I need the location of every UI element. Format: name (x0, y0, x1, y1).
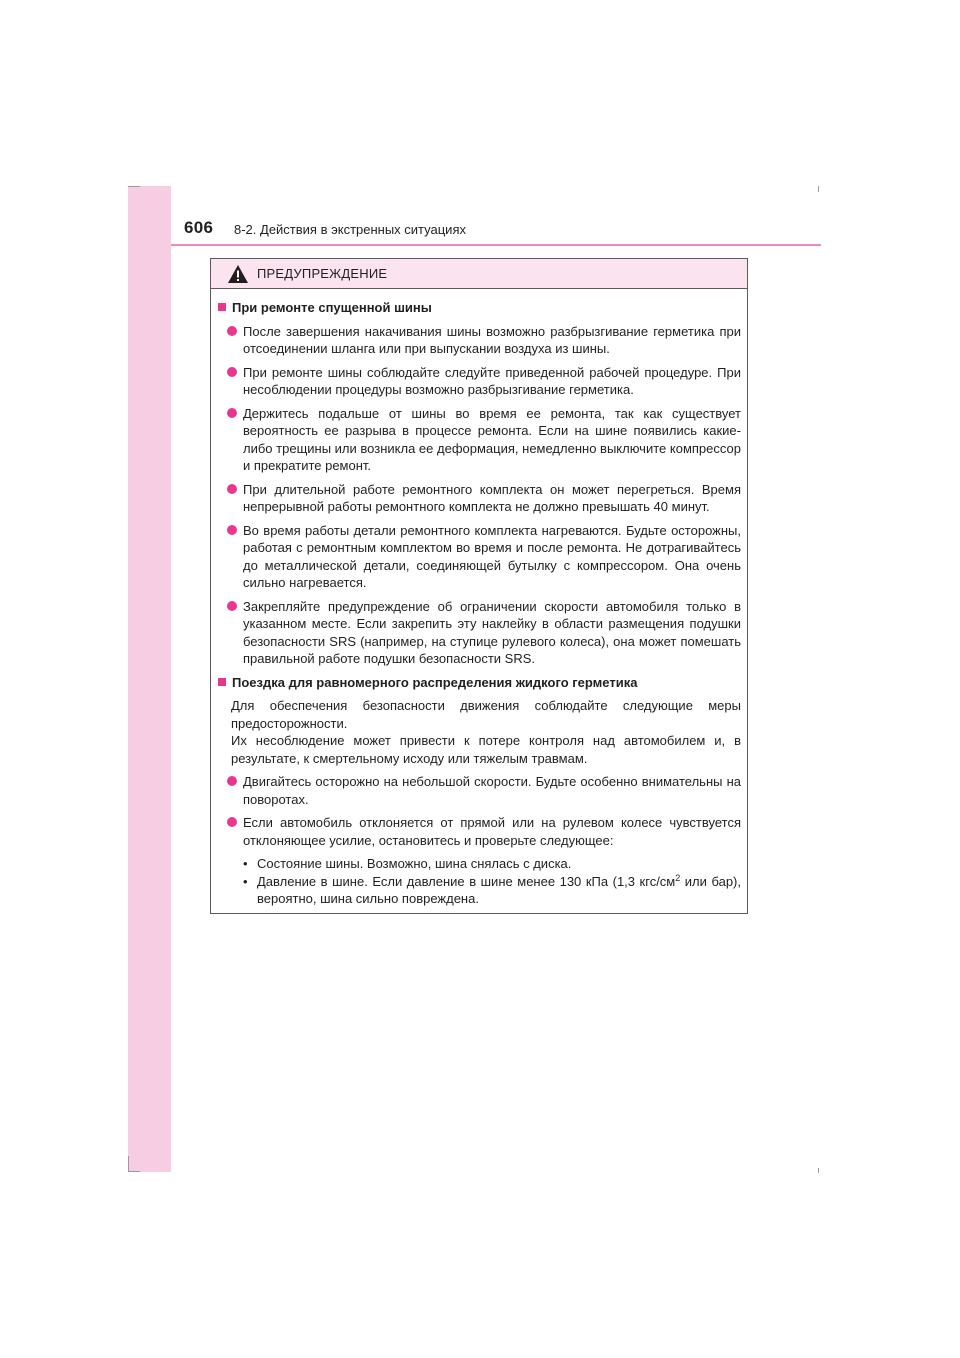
warning-triangle-icon (227, 264, 249, 284)
circle-bullet-icon (227, 408, 237, 418)
circle-bullet-icon (227, 326, 237, 336)
section-title: 8-2. Действия в экстренных ситуациях (234, 222, 466, 237)
section-heading: При ремонте спущенной шины (217, 299, 741, 317)
list-item: После завершения накачивания шины возможно разбрызгивание герметика при отсоединении шланга или при выпускании воздуха из шины. (217, 323, 741, 358)
page-number: 606 (184, 218, 214, 237)
paragraph: Их несоблюдение может привести к потере контроля над автомобилем и, в результате, к смертельному исходу или тяжелым травмам. (231, 733, 741, 766)
square-bullet-icon (218, 303, 226, 311)
crop-mark (128, 186, 140, 187)
crop-mark (128, 1171, 140, 1172)
sub-list-item (217, 873, 741, 908)
warning-body (211, 289, 747, 908)
paragraph: Для обеспечения безопасности движения соблюдайте следующие меры предосторожности. (231, 698, 741, 731)
header-rule (171, 244, 821, 246)
list-item: Держитесь подальше от шины во время ее ремонта, так как существует вероятность ее разрыва в процессе ремонта. Если на шине появились какие-либо трещины или возникла ее деформация, немедленно выключите компрессор и прекратите ремонт. (217, 405, 741, 475)
warning-header (211, 259, 747, 289)
section-heading: Поездка для равномерного распределения жидкого герметика (217, 674, 741, 692)
list-item: Если автомобиль отклоняется от прямой или на рулевом колесе чувствуется отклоняющее усилие, остановитесь и проверьте следующее: (217, 814, 741, 849)
pressure-note: Давление в шине. Если давление в шине менее 130 кПа (1,3 кгс/$см^2$ или бар), вероятно, шина сильно повреждена. (257, 872, 741, 906)
sub-bullet: • (243, 856, 248, 871)
circle-bullet-icon (227, 776, 237, 786)
circle-bullet-icon (227, 601, 237, 611)
circle-bullet-icon (227, 817, 237, 827)
circle-bullet-icon (227, 484, 237, 494)
list-item: При ремонте шины соблюдайте следуйте приведенной рабочей процедуре. При несоблюдении процедуры возможно разбрызгивание герметика. (217, 364, 741, 399)
page-side-band (128, 186, 171, 1172)
square-bullet-icon (218, 678, 226, 686)
warning-title: ПРЕДУПРЕЖДЕНИЕ (257, 266, 388, 281)
sub-bullet: • (243, 873, 248, 889)
circle-bullet-icon (227, 525, 237, 535)
list-item: При длительной работе ремонтного комплекта он может перегреться. Время непрерывной работы ремонтного комплекта не должно превышать 40 минут. (217, 481, 741, 516)
circle-bullet-icon (227, 367, 237, 377)
list-item: Закрепляйте предупреждение об ограничении скорости автомобиля только в указанном месте. Если закрепить эту наклейку в области размещения подушки безопасности SRS (например, на ступице рулевого колеса), она может помешать правильной работе подушки безопасности SRS. (217, 598, 741, 668)
crop-mark (818, 1168, 819, 1173)
list-item: Двигайтесь осторожно на небольшой скорости. Будьте особенно внимательны на поворотах. (217, 773, 741, 808)
sub-list-item: • Состояние шины. Возможно, шина снялась с диска. (243, 856, 572, 871)
warning-box (210, 258, 748, 914)
crop-mark (818, 186, 819, 192)
crop-mark (128, 1156, 129, 1172)
list-item: Во время работы детали ремонтного комплекта нагреваются. Будьте осторожны, работая с ремонтным комплектом во время и после ремонта. Не дотрагивайтесь до металлической детали, соединяющей бутылку с компрессором. Она очень сильно нагревается. (217, 522, 741, 592)
